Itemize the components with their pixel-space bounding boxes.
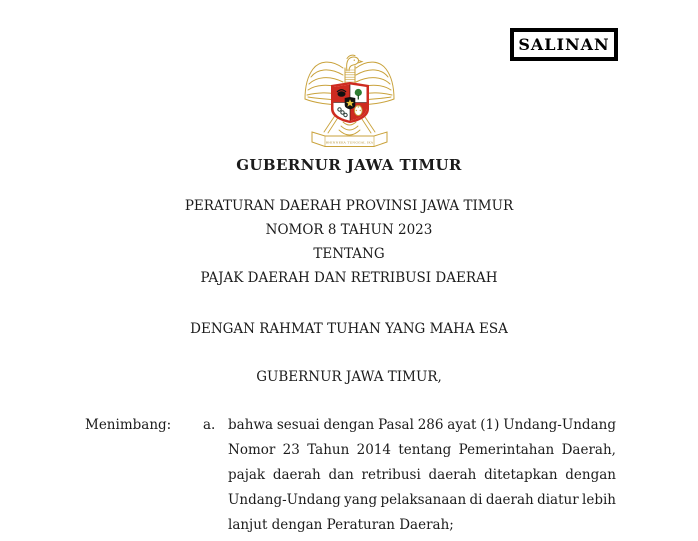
consideration-paragraph — [228, 417, 616, 541]
regulation-number: NOMOR 8 TAHUN 2023 — [265, 222, 433, 238]
garuda-pancasila-emblem — [303, 53, 396, 152]
salutation-line: GUBERNUR JAWA TIMUR, — [256, 369, 442, 385]
regulation-subject: PAJAK DAERAH DAN RETRIBUSI DAERAH — [200, 270, 498, 286]
consideration-line: pajak daerah dan retribusi daerah ditetapkan dengan — [228, 467, 616, 483]
regulation-title: PERATURAN DAERAH PROVINSI JAWA TIMUR — [184, 198, 514, 214]
salinan-stamp — [510, 28, 618, 61]
authority-title: GUBERNUR JAWA TIMUR — [236, 156, 462, 174]
consideration-line: Nomor 23 Tahun 2014 tentang Pemerintahan Daerah, — [228, 442, 616, 458]
salinan-stamp-label: SALINAN — [518, 35, 610, 54]
menimbang-label: Menimbang: — [85, 417, 172, 433]
consideration-item-marker: a. — [203, 417, 216, 433]
tentang-label: TENTANG — [313, 246, 385, 262]
consideration-line: bahwa sesuai dengan Pasal 286 ayat (1) Undang-Undang — [228, 417, 616, 433]
emblem-motto: BHINNEKA TUNGGAL IKA — [325, 140, 374, 145]
consideration-line: lanjut dengan Peraturan Daerah; — [228, 517, 454, 533]
consideration-line: Undang-Undang yang pelaksanaan di daerah diatur lebih — [228, 492, 616, 508]
invocation-line: DENGAN RAHMAT TUHAN YANG MAHA ESA — [190, 321, 508, 337]
